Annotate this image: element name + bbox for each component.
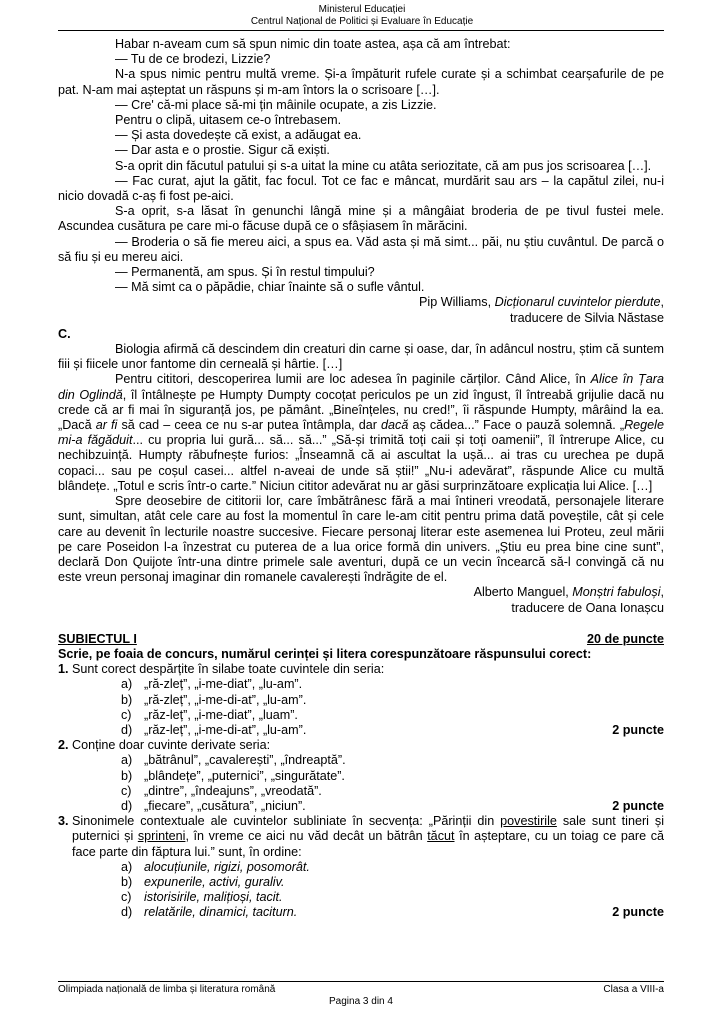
option-text: expunerile, activi, guraliv. xyxy=(144,874,285,889)
option-text: „blândețe”, „puternici”, „singurătate”. xyxy=(144,768,345,783)
text-run: aș cădea...” Face o pauză solemnă. „ xyxy=(408,418,625,433)
option-letter: b) xyxy=(121,874,133,889)
answer-option xyxy=(58,723,664,738)
paragraph: — Mă simt ca o păpădie, chiar înainte să o sufle vântul. xyxy=(115,280,425,295)
option-text: „răz-leț”, „i-me-diat”, „luam”. xyxy=(144,707,298,722)
underlined-word: povestirile xyxy=(500,814,557,829)
question-points: 2 puncte xyxy=(612,905,664,920)
text-run: dacă xyxy=(381,418,409,433)
question-points: 2 puncte xyxy=(612,798,664,813)
text-run: ... cu propria lui gură... să... să...” „Să-și trimită toți caii și toți oamenii”, îl întrerupe Alice, cu nechibzuință. Humpty răbufnește furios: „Înseamnă că ai ascultat la ușă... ai tras cu urechea pe după copaci... sau pe coșul casei... altfel n-aveai de unde să știi!” „Nu-i adevărat”, răspunde Alice cu multă blândețe. „Totul e scris într-o carte.” Niciun cititor adevărat nu ar găsi surprinzătoare explicația lui Alice. […] xyxy=(58,433,664,493)
text-run: să cad – ceea ce nu s-ar putea întâmpla, dar xyxy=(117,418,382,433)
answer-option xyxy=(58,769,664,784)
header-center: Centrul Național de Politici și Evaluare în Educație xyxy=(250,16,474,27)
answer-option xyxy=(58,784,664,799)
answer-option xyxy=(58,799,664,814)
text-run: , îl întâlnește pe Humpty Dumpty cocoțat periculos pe un zid îngust, îl întreabă grijulie dacă nu crede că ar fi mai în siguranță jos, pe pământ. „Bineînțeles, nu cred!”, îi răspunde Humpty, mârâind la ea. „Dacă xyxy=(58,387,665,433)
text-run: Regele mi-a făgăduit xyxy=(58,418,664,448)
paragraph: — Broderia o să fie mereu aici, a spus ea. Văd asta și mă simt... păi, nu știu cuvântul. De parcă o să fiu și eu mereu aici. xyxy=(58,234,664,264)
paragraph: Biologia afirmă că descindem din creaturi din carne și oase, dar, în adâncul nostru, știm că suntem fiii și fiicele unor fantome din cerneală și hârtie. […] xyxy=(58,342,664,372)
underlined-word: tăcut xyxy=(427,829,455,844)
citation-suffix: , xyxy=(660,295,664,310)
question-number: 1. xyxy=(58,662,69,677)
text-run: Sinonimele contextuale ale cuvintelor subliniate în secvența: „Părinții din xyxy=(72,814,501,829)
page-content xyxy=(58,37,664,921)
option-text: „ră-zleț”, „i-me-diat”, „lu-am”. xyxy=(144,677,303,692)
answer-option xyxy=(58,708,664,723)
citation-book: Monștri fabuloși xyxy=(572,585,661,600)
question-1 xyxy=(58,662,664,677)
paragraph: Habar n-aveam cum să spun nimic din toate astea, așa că am întrebat: xyxy=(115,37,511,51)
footer-grade: Clasa a VIII-a xyxy=(603,984,664,995)
paragraph xyxy=(58,372,664,494)
subject-title: SUBIECTUL I xyxy=(58,631,137,646)
paragraph: — Fac curat, ajut la gătit, fac focul. Tot ce fac e mâncat, murdărit sau ars – la capătul zilei, nu-i nicio dovadă c-aș fi fost pe-aici. xyxy=(58,173,664,204)
question-text: Sunt corect despărțite în silabe toate cuvintele din seria: xyxy=(72,662,385,677)
question-text: Conține doar cuvinte derivate seria: xyxy=(72,738,271,753)
paragraph: — Tu de ce brodezi, Lizzie? xyxy=(115,52,271,67)
option-text: relatările, dinamici, taciturn. xyxy=(144,905,298,920)
citation-author: Pip Williams, xyxy=(419,295,495,310)
question-2 xyxy=(58,738,664,753)
question-text xyxy=(72,814,664,860)
citation-suffix: , xyxy=(660,585,664,600)
subject-instruction: Scrie, pe foaia de concurs, numărul cerinței și litera corespunzătoare răspunsului corect: xyxy=(58,646,592,661)
answer-option xyxy=(58,860,664,875)
option-text: istorisirile, malițioși, tacit. xyxy=(144,890,283,905)
question-3 xyxy=(58,814,664,860)
option-letter: d) xyxy=(121,798,133,813)
option-letter: a) xyxy=(121,677,133,692)
paragraph: — Permanentă, am spus. Și în restul timpului? xyxy=(115,265,375,280)
option-letter: c) xyxy=(121,890,132,905)
option-letter: b) xyxy=(121,692,133,707)
option-letter: c) xyxy=(121,783,132,798)
paragraph: Pentru o clipă, uitasem ce-o întrebasem. xyxy=(115,113,342,128)
option-text: alocuțiunile, rigizi, posomorât. xyxy=(144,859,310,874)
subject-heading xyxy=(58,632,664,647)
option-text: „bătrânul”, „cavalerești”, „îndreaptă”. xyxy=(144,753,346,768)
option-letter: a) xyxy=(121,859,133,874)
header-ministry: Ministerul Educației xyxy=(318,4,406,15)
option-text: „ră-zleț”, „i-me-di-at”, „lu-am”. xyxy=(144,692,307,707)
text-run: Alice în Țara din Oglindă xyxy=(58,372,664,402)
source-citation xyxy=(58,585,664,600)
question-number: 2. xyxy=(58,738,69,753)
paragraph: N-a spus nimic pentru multă vreme. Și-a împăturit rufele curate și a schimbat cearșafurile de pe pat. N-am mai așteptat un răspuns și m-am întors la o scrisoare […]. xyxy=(58,67,664,97)
option-text: „dintre”, „îndeajuns”, „vreodată”. xyxy=(144,783,322,798)
text-run: , în vreme ce aici nu văd decât un bătrân xyxy=(185,829,428,844)
citation-translator: traducere de Silvia Năstase xyxy=(509,310,664,325)
text-run: ar fi xyxy=(95,418,118,433)
answer-option xyxy=(58,875,664,890)
subject-points: 20 de puncte xyxy=(587,631,664,646)
header-divider xyxy=(58,30,664,31)
text-run: Pentru cititori, descoperirea lumii are loc adesea în paginile cărților. Când Alice, în xyxy=(115,372,591,387)
text-run: în așteptare, cu un toiag ce pare că face parte din făptura lui.” sunt, în ordine: xyxy=(72,829,664,859)
answer-option xyxy=(58,677,664,692)
page-header xyxy=(0,4,724,28)
citation-author: Alberto Manguel, xyxy=(473,585,573,600)
answer-option xyxy=(58,693,664,708)
option-text: „fiecare”, „cusătura”, „niciun”. xyxy=(144,798,306,813)
paragraph: — Cre' că-mi place să-mi țin mâinile ocupate, a zis Lizzie. xyxy=(115,97,437,112)
paragraph: — Și asta dovedește că exist, a adăugat ea. xyxy=(115,128,362,143)
question-number: 3. xyxy=(58,814,69,829)
paragraph: Spre deosebire de cititorii lor, care îmbătrânesc fără a mai întineri vreodată, personajele literare sunt, simultan, atât cele care au fost la momentul în care le-am citit pentru prima dată poveștile, cât și cele care au devenit în lecturile noastre succesive. Fiecare personaj literar este asemenea lui Proteu, zeul mării pe care Poseidon l-a înzestrat cu puterea de a lua orice formă din univers. „Știu eu prea bine cine sunt”, declară Don Quijote într-una dintre primele sale aventuri, după ce un vecin încearcă să-l convingă că nu este vreun personaj imaginar din romanele cavalerești îndrăgite de el. xyxy=(58,494,664,585)
answer-option xyxy=(58,753,664,768)
section-label: C. xyxy=(58,326,71,341)
citation-translator: traducere de Oana Ionașcu xyxy=(511,600,664,615)
text-run: sale sunt tineri și puternici și xyxy=(72,814,665,844)
paragraph: S-a oprit din făcutul patului și s-a uitat la mine cu atâta seriozitate, că am pus jos scrisoarea […]. xyxy=(115,158,652,173)
option-text: „răz-leț”, „i-me-di-at”, „lu-am”. xyxy=(144,722,307,737)
option-letter: c) xyxy=(121,707,132,722)
footer-divider xyxy=(58,981,664,982)
source-citation xyxy=(58,295,664,310)
answer-option xyxy=(58,905,664,920)
option-letter: d) xyxy=(121,722,133,737)
footer-olympiad: Olimpiada națională de limba și literatura română xyxy=(58,984,276,995)
question-points: 2 puncte xyxy=(612,722,664,737)
option-letter: d) xyxy=(121,905,133,920)
answer-option xyxy=(58,890,664,905)
underlined-word: sprinteni xyxy=(137,829,186,844)
option-letter: b) xyxy=(121,768,133,783)
option-letter: a) xyxy=(121,753,133,768)
paragraph: — Dar asta e o prostie. Sigur că exiști. xyxy=(115,143,330,158)
page-number: Pagina 3 din 4 xyxy=(329,996,393,1007)
paragraph: S-a oprit, s-a lăsat în genunchi lângă mine și a mângâiat broderia de pe tivul fustei mele. Ascundea cusătura pe care mi-o făcuse după ce o sfâșiasem în mărăcini. xyxy=(58,204,664,234)
citation-book: Dicționarul cuvintelor pierdute xyxy=(494,295,661,310)
